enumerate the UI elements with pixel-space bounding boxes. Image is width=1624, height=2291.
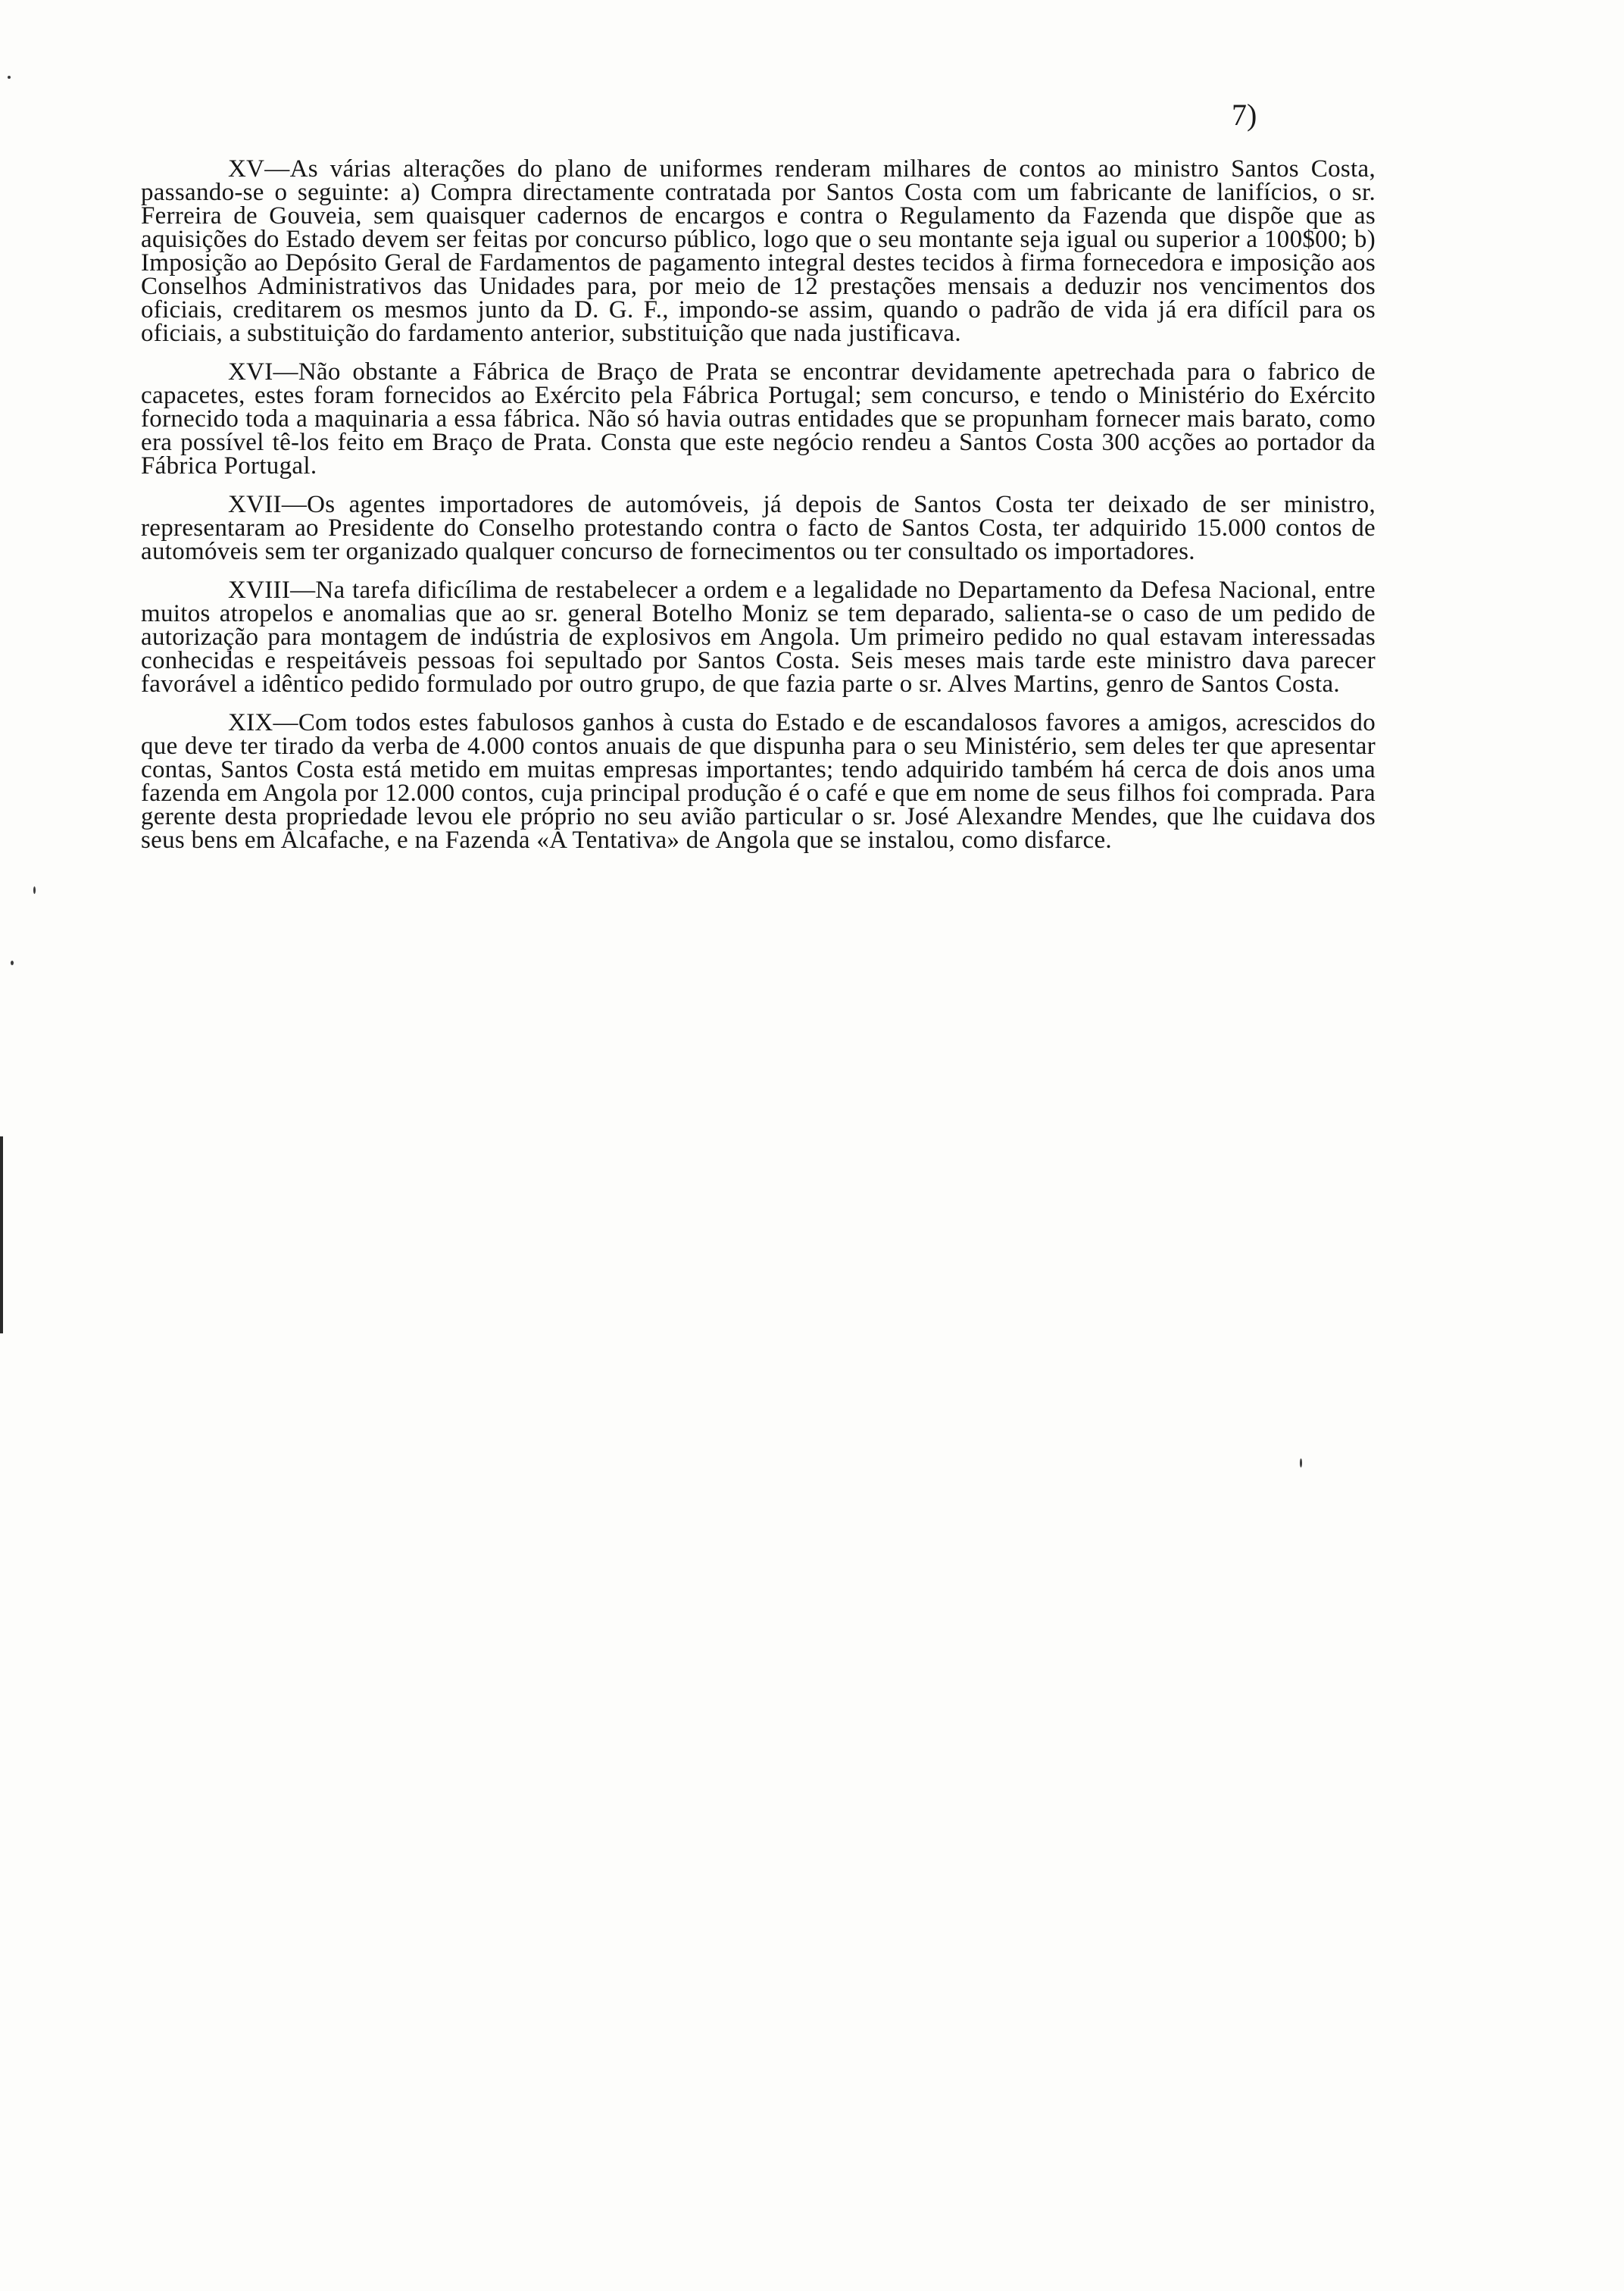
paragraph-xviii: XVIII—Na tarefa dificílima de restabelecer a ordem e a legalidade no Departamento da Defesa Nacional, entre muitos atropelos e anomalias que ao sr. general Botelho Moniz se tem deparado, salienta-se o caso de um pedido de autorização para montagem de indústria de explosivos em Angola. Um primeiro pedido no qual estavam interessadas conhecidas e respeitáveis pessoas foi sepultado por Santos Costa. Seis meses mais tarde este ministro dava parecer favorável a idêntico pedido formulado por outro grupo, de que fazia parte o sr. Alves Martins, genro de Santos Costa. <box>141 577 1376 698</box>
scan-speck <box>8 76 11 79</box>
scan-speck <box>1300 1458 1302 1467</box>
paragraph-xv: XV—As várias alterações do plano de uniformes renderam milhares de contos ao ministro Santos Costa, passando-se o seguinte: a) Compra directamente contratada por Santos Costa com um fabricante de lanifícios, o sr. Ferreira de Gouveia, sem quaisquer cadernos de encargos e contra o Regulamento da Fazenda que dispõe que as aquisições do Estado devem ser feitas por concurso público, logo que o seu montante seja igual ou superior a 100$00; b) Imposição ao Depósito Geral de Fardamentos de pagamento integral destes tecidos à firma fornecedora e imposição aos Conselhos Administrativos das Unidades para, por meio de 12 prestações mensais a deduzir nos vencimentos dos oficiais, creditarem os mesmos junto da D. G. F., impondo-se assim, quando o padrão de vida já era difícil para os oficiais, a substituição do fardamento anterior, substituição que nada justificava. <box>141 155 1376 347</box>
paragraph-xvi: XVI—Não obstante a Fábrica de Braço de Prata se encontrar devidamente apetrechada para o fabrico de capacetes, estes foram fornecidos ao Exército pela Fábrica Portugal; sem concurso, e tendo o Ministério do Exército fornecido toda a maquinaria a essa fábrica. Não só havia outras entidades que se propunham fornecer mais barato, como era possível tê-los feito em Braço de Prata. Consta que este negócio rendeu a Santos Costa 300 acções ao portador da Fábrica Portugal. <box>141 358 1376 480</box>
paragraph-xix: XIX—Com todos estes fabulosos ganhos à custa do Estado e de escandalosos favores a amigos, acrescidos do que deve ter tirado da verba de 4.000 contos anuais de que dispunha para o seu Ministério, sem deles ter que apresentar contas, Santos Costa está metido em muitas empresas importantes; tendo adquirido também há cerca de dois anos uma fazenda em Angola por 12.000 contos, cuja principal produção é o café e que em nome de seus filhos foi comprada. Para gerente desta propriedade levou ele próprio no seu avião particular o sr. José Alexandre Mendes, que lhe cuidava dos seus bens em Alcafache, e na Fazenda «A Tentativa» de Angola que se instalou, como disfarce. <box>141 709 1376 854</box>
scan-speck <box>33 886 36 894</box>
scan-edge-mark <box>0 1136 3 1333</box>
scan-speck <box>11 961 14 965</box>
page-number: 7) <box>1232 98 1257 132</box>
document-body <box>141 155 1376 867</box>
paragraph-xvii: XVII—Os agentes importadores de automóveis, já depois de Santos Costa ter deixado de ser ministro, representaram ao Presidente do Conselho protestando contra o facto de Santos Costa, ter adquirido 15.000 contos de automóveis sem ter organizado qualquer concurso de fornecimentos ou ter consultado os importadores. <box>141 491 1376 565</box>
